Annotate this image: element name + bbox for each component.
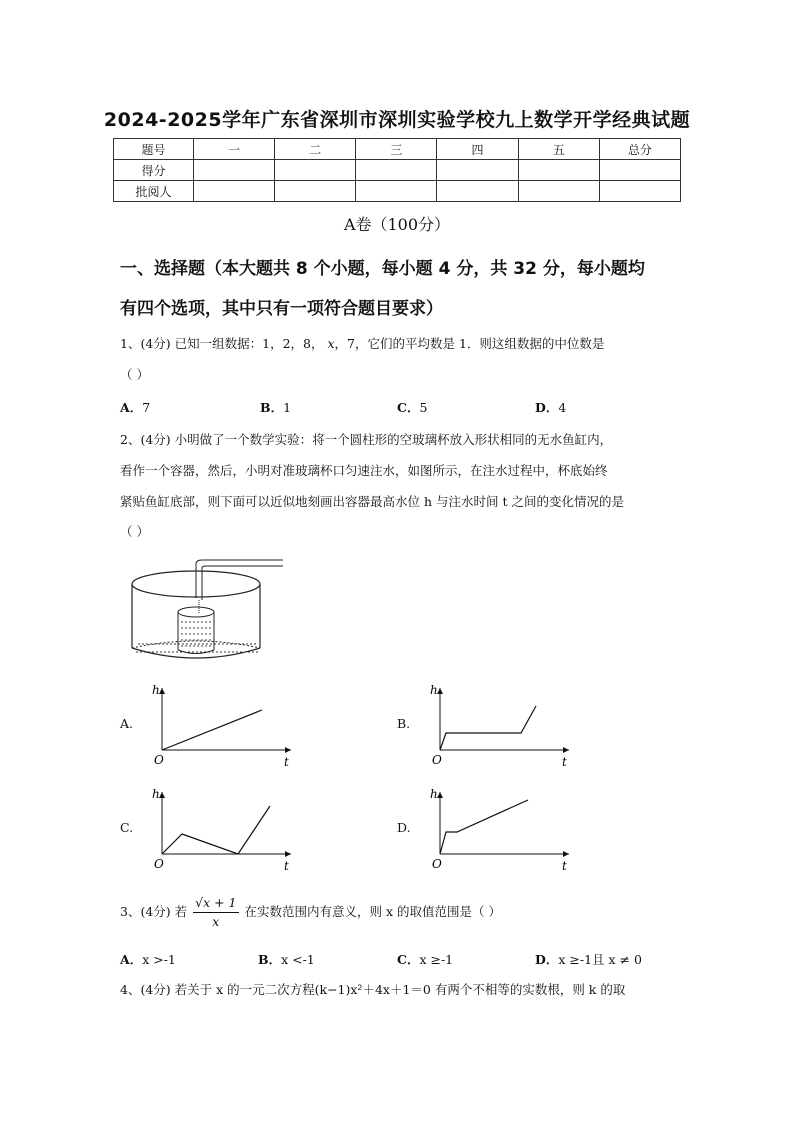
q1-variable: x bbox=[327, 336, 335, 351]
t-axis-label: t bbox=[562, 859, 567, 873]
score-row bbox=[114, 160, 681, 181]
q1-stem-end: ，7，它们的平均数是 1．则这组数据的中位数是 bbox=[334, 336, 605, 351]
question-4-stem: 4、(4分) 若关于 x 的一元二次方程(k−1)x²＋4x＋1＝0 有两个不相等的实数根，则 k 的取 bbox=[120, 982, 626, 997]
q2-graph-b[interactable] bbox=[426, 680, 576, 770]
score-header-cell: 三 bbox=[356, 139, 437, 160]
q3-option-a[interactable]: A．x >-1 bbox=[120, 952, 176, 967]
h-axis-label: h bbox=[430, 787, 438, 801]
reviewer-cell[interactable] bbox=[518, 181, 599, 202]
score-table bbox=[113, 138, 681, 202]
q3-option-b[interactable]: B．x <-1 bbox=[258, 952, 315, 967]
q2-option-d-label[interactable]: D. bbox=[397, 820, 411, 835]
score-header-cell: 一 bbox=[194, 139, 275, 160]
reviewer-cell[interactable] bbox=[356, 181, 437, 202]
score-row-label: 批阅人 bbox=[114, 181, 194, 202]
part1-heading-line1: 一、选择题（本大题共 8 个小题，每小题 4 分，共 32 分，每小题均 bbox=[120, 259, 645, 279]
h-axis-label: h bbox=[152, 683, 160, 697]
q1-option-a[interactable]: A．7 bbox=[120, 400, 151, 415]
part1-heading-line2: 有四个选项，其中只有一项符合题目要求） bbox=[120, 299, 443, 319]
q2-option-a-label[interactable]: A. bbox=[120, 716, 134, 731]
q3-option-d[interactable]: D．x ≥-1且 x ≠ 0 bbox=[535, 952, 642, 967]
origin-label: O bbox=[154, 753, 164, 767]
q3-denominator: x bbox=[212, 914, 220, 929]
reviewer-cell[interactable] bbox=[599, 181, 680, 202]
h-axis-label: h bbox=[430, 683, 438, 697]
question-1-stem bbox=[120, 328, 680, 359]
score-cell[interactable] bbox=[599, 160, 680, 181]
q2-line2: 看作一个容器，然后，小明对准玻璃杯口匀速注水，如图所示，在注水过程中，杯底始终 bbox=[120, 463, 608, 478]
q2-option-c-label[interactable]: C. bbox=[120, 820, 134, 835]
score-header-cell: 五 bbox=[518, 139, 599, 160]
t-axis-label: t bbox=[562, 755, 567, 769]
score-row-label: 得分 bbox=[114, 160, 194, 181]
t-axis-label: t bbox=[284, 859, 289, 873]
q1-option-c[interactable]: C．5 bbox=[397, 400, 428, 415]
origin-label: O bbox=[154, 857, 164, 871]
score-header-cell: 题号 bbox=[114, 139, 194, 160]
t-axis-label: t bbox=[284, 755, 289, 769]
score-header-cell: 四 bbox=[437, 139, 518, 160]
reviewer-row bbox=[114, 181, 681, 202]
q1-option-b[interactable]: B．1 bbox=[260, 400, 292, 415]
fish-tank-illustration bbox=[128, 556, 288, 666]
q2-graph-c[interactable] bbox=[148, 784, 298, 874]
h-axis-label: h bbox=[152, 787, 160, 801]
q2-line3: 紧贴鱼缸底部，则下面可以近似地刻画出容器最高水位 h 与注水时间 t 之间的变化情况的是 bbox=[120, 494, 624, 509]
q2-graph-a[interactable] bbox=[148, 680, 298, 770]
page-title: 2024-2025学年广东省深圳市深圳实验学校九上数学开学经典试题 bbox=[103, 109, 691, 131]
score-header-cell: 总分 bbox=[599, 139, 680, 160]
q3-numerator: √x + 1 bbox=[193, 894, 238, 913]
q2-option-b-label[interactable]: B. bbox=[397, 716, 411, 731]
score-cell[interactable] bbox=[518, 160, 599, 181]
score-cell[interactable] bbox=[437, 160, 518, 181]
score-cell[interactable] bbox=[275, 160, 356, 181]
score-cell[interactable] bbox=[356, 160, 437, 181]
origin-label: O bbox=[432, 857, 442, 871]
q2-answer-paren: （ ） bbox=[120, 524, 149, 539]
q1-stem-text: 1、(4分) 已知一组数据：1，2，8， bbox=[120, 336, 324, 351]
q1-answer-paren: （ ） bbox=[120, 367, 149, 382]
q3-prefix: 3、(4分) 若 bbox=[120, 904, 188, 919]
score-cell[interactable] bbox=[194, 160, 275, 181]
question-3-stem bbox=[120, 894, 680, 931]
reviewer-cell[interactable] bbox=[194, 181, 275, 202]
reviewer-cell[interactable] bbox=[437, 181, 518, 202]
score-table-header-row bbox=[114, 139, 681, 160]
section-a-heading: A卷（100分） bbox=[343, 215, 451, 234]
origin-label: O bbox=[432, 753, 442, 767]
q3-option-c[interactable]: C．x ≥-1 bbox=[397, 952, 454, 967]
q3-fraction bbox=[193, 894, 238, 931]
score-header-cell: 二 bbox=[275, 139, 356, 160]
q2-graph-d[interactable] bbox=[426, 784, 576, 874]
reviewer-cell[interactable] bbox=[275, 181, 356, 202]
q2-line1: 2、(4分) 小明做了一个数学实验：将一个圆柱形的空玻璃杯放入形状相同的无水鱼缸内， bbox=[120, 432, 613, 447]
q3-suffix: 在实数范围内有意义，则 x 的取值范围是（ ） bbox=[244, 904, 501, 919]
q1-option-d[interactable]: D．4 bbox=[535, 400, 567, 415]
